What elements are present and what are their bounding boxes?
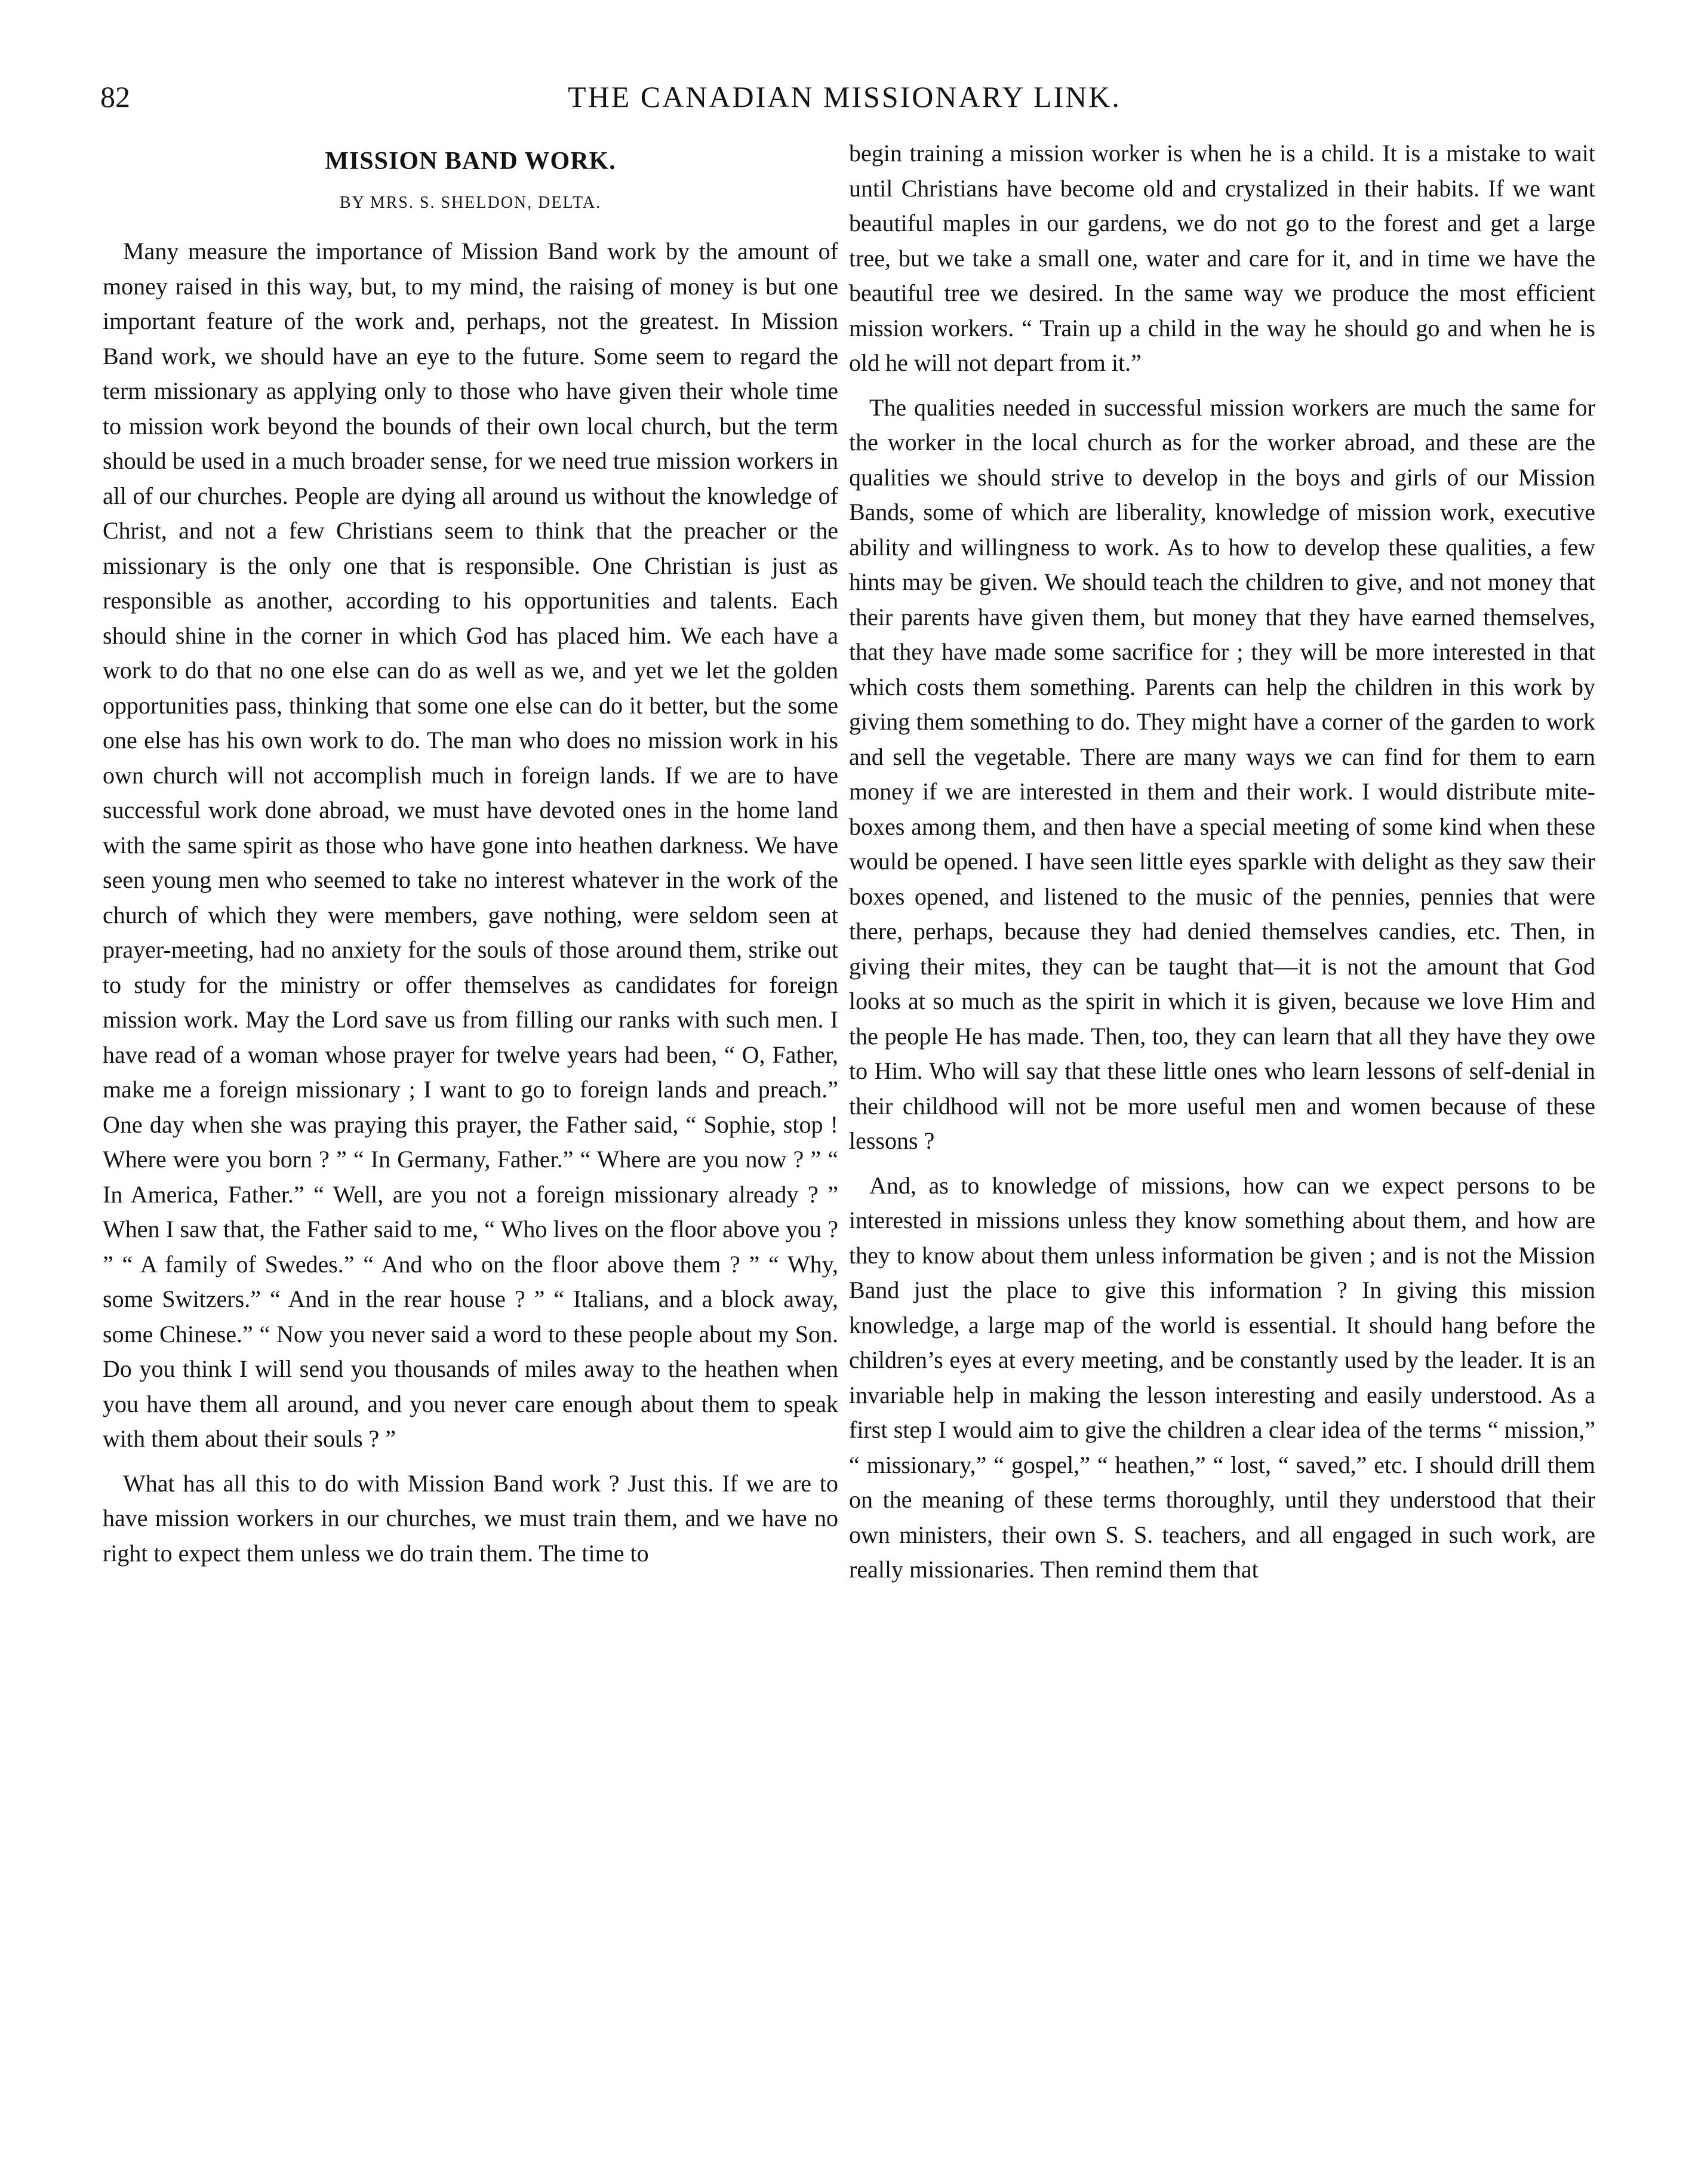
body-paragraph: Many measure the importance of Mission Band work by the amount of money raised in this way, but, to my mind, the raising of money is but one important feature of the work and, perhaps, not the greatest. In Mission Band work, we should have an eye to the future. Some seem to regard the term missionary as applying only to those who have given their whole time to mission work beyond the bounds of their own local church, but the term should be used in a much broader sense, for we need true mission workers in all of our churches. People are dying all around us without the knowledge of Christ, and not a few Christians seem to think that the preacher or the missionary is the only one that is responsible. One Christian is just as responsible as another, according to his opportunities and talents. Each should shine in the corner in which God has placed him. We each have a work to do that no one else can do as well as we, and yet we let the golden opportunities pass, thinking that some one else can do it better, but the some one else has his own work to do. The man who does no mission work in his own church will not accomplish much in foreign lands. If we are to have successful work done abroad, we must have devoted ones in the home land with the same spirit as those who have gone into heathen darkness. We have seen young men who seemed to take no interest whatever in the work of the church of which they were members, gave nothing, were seldom seen at prayer-meeting, had no anxiety for the souls of those around them, strike out to study for the ministry or offer themselves as candidates for foreign mission work. May the Lord save us from filling our ranks with such men. I have read of a woman whose prayer for twelve years had been, “ O, Father, make me a foreign missionary ; I want to go to foreign lands and preach.” One day when she was praying this prayer, the Father said, “ Sophie, stop ! Where were you born ? ” “ In Germany, Father.” “ Where are you now ? ” “ In America, Father.” “ Well, are you not a foreign missionary already ? ” When I saw that, the Father said to me, “ Who lives on the floor above you ? ” “ A family of Swedes.” “ And who on the floor above them ? ” “ Why, some Switzers.” “ And in the rear house ? ” “ Italians, and a block away, some Chinese.” “ Now you never said a word to these people about my Son. Do you think I will send you thousands of miles away to the heathen when you have them all around, and you never care enough about them to speak with them about their souls ? ”	[103, 238, 838, 1452]
body-paragraph-continued: begin training a mission worker is when he is a child. It is a mistake to wait until Christians have become old and crystalized in their habits. If we want beautiful maples in our gardens, we do not go to the forest and get a large tree, but we take a small one, water and care for it, and in time we have the beautiful tree we desired. In the same way we produce the most efficient mission workers. “ Train up a child in the way he should go and when he is old he will not depart from it.”	[849, 140, 1595, 376]
article-byline: BY MRS. S. SHELDON, DELTA.	[339, 193, 602, 212]
left-column	[103, 136, 838, 2166]
page-number: 82	[100, 80, 130, 113]
journal-title: THE CANADIAN MISSIONARY LINK.	[568, 80, 1121, 113]
body-paragraph: And, as to knowledge of missions, how can we expect persons to be interested in missions unless they know something about them, and how are they to know about them unless information be given ; and is not the Mission Band just the place to give this information ? In giving this mission knowledge, a large map of the world is essential. It should hang before the children’s eyes at every meeting, and be constantly used by the leader. It is an invariable help in making the lesson interesting and easily understood. As a first step I would aim to give the children a clear idea of the terms “ mission,” “ missionary,” “ gospel,” “ heathen,” “ lost, “ saved,” etc. I should drill them on the meaning of these terms thoroughly, until they understood that their own ministers, their own S. S. teachers, and all engaged in such work, are really missionaries. Then remind them that	[849, 1171, 1595, 1583]
body-paragraph: What has all this to do with Mission Band work ? Just this. If we are to have mission workers in our churches, we must train them, and we have no right to expect them unless we do train them. The time to	[103, 1469, 838, 1567]
right-column	[849, 136, 1595, 2166]
body-paragraph: The qualities needed in successful mission workers are much the same for the worker in the local church as for the worker abroad, and these are the qualities we should strive to develop in the boys and girls of our Mission Bands, some of which are liberality, knowledge of mission work, executive ability and willingness to work. As to how to develop these qualities, a few hints may be given. We should teach the children to give, and not money that their parents have given them, but money that they have earned themselves, that they have made some sacrifice for ; they will be more interested in that which costs them something. Parents can help the children in this work by giving them something to do. They might have a corner of the garden to work and sell the vegetable. There are many ways we can find for them to earn money if we are interested in them and their work. I would distribute mite-boxes among them, and then have a special meeting of some kind when these would be opened. I have seen little eyes sparkle with delight as they saw their boxes opened, and listened to the music of the pennies, pennies that were there, perhaps, because they had denied themselves candies, etc. Then, in giving their mites, they can be taught that—it is not the amount that God looks at so much as the spirit in which it is given, because we love Him and the people He has made. Then, too, they can learn that all they have they owe to Him. Who will say that these little ones who learn lessons of self-denial in their childhood will not be more useful men and women because of these lessons ?	[849, 393, 1595, 1154]
article-title: MISSION BAND WORK.	[325, 147, 616, 175]
